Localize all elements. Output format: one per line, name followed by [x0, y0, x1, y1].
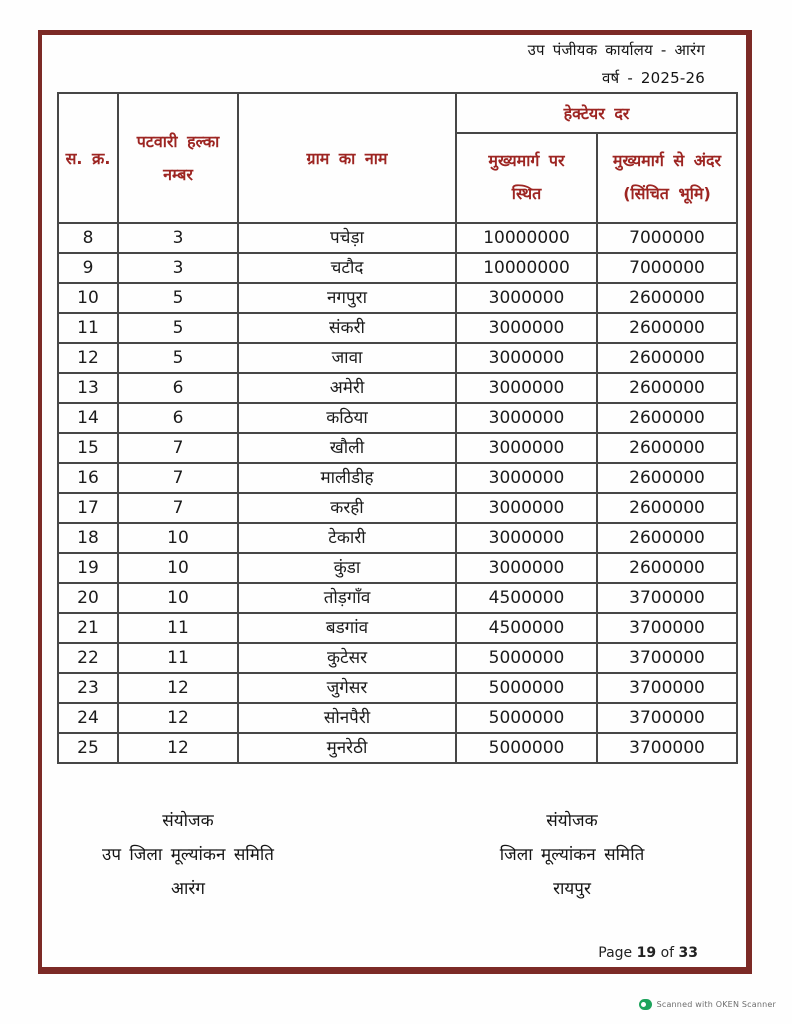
cell-serial: 16 [58, 463, 118, 493]
table-row [58, 613, 737, 643]
table-row [58, 433, 737, 463]
cell-halka: 10 [118, 523, 238, 553]
cell-serial: 13 [58, 373, 118, 403]
scanner-note [639, 999, 776, 1010]
page-number [598, 945, 698, 961]
cell-rate-main-road: 5000000 [456, 703, 597, 733]
cell-halka: 11 [118, 613, 238, 643]
cell-halka: 7 [118, 463, 238, 493]
signature-right [432, 804, 712, 906]
cell-village: पचेड़ा [238, 223, 456, 253]
cell-rate-main-road: 3000000 [456, 493, 597, 523]
cell-serial: 25 [58, 733, 118, 763]
cell-rate-main-road: 3000000 [456, 343, 597, 373]
cell-halka: 6 [118, 403, 238, 433]
table-body [58, 223, 737, 763]
cell-halka: 7 [118, 493, 238, 523]
cell-rate-main-road: 3000000 [456, 523, 597, 553]
cell-halka: 5 [118, 313, 238, 343]
page-current: 19 [636, 945, 657, 961]
cell-rate-main-road: 3000000 [456, 553, 597, 583]
cell-halka: 12 [118, 703, 238, 733]
document-header [528, 36, 705, 92]
cell-village: कठिया [238, 403, 456, 433]
cell-halka: 7 [118, 433, 238, 463]
cell-rate-main-road: 4500000 [456, 583, 597, 613]
cell-rate-main-road: 3000000 [456, 433, 597, 463]
table-row [58, 373, 737, 403]
cell-rate-main-road: 4500000 [456, 613, 597, 643]
table-row [58, 253, 737, 283]
table-header-row-1 [58, 93, 737, 133]
cell-serial: 15 [58, 433, 118, 463]
col-header-rate-main-road: मुख्यमार्ग पर स्थित [456, 133, 597, 223]
office-title: उप पंजीयक कार्यालय - आरंग [527, 41, 705, 59]
cell-village: मालीडीह [238, 463, 456, 493]
table-row [58, 403, 737, 433]
signature-left-line-1: संयोजक [162, 811, 214, 831]
cell-rate-main-road: 3000000 [456, 283, 597, 313]
cell-halka: 10 [118, 583, 238, 613]
col-header-rate-inner: मुख्यमार्ग से अंदर (सिंचित भूमि) [597, 133, 737, 223]
cell-rate-inner: 3700000 [597, 583, 737, 613]
cell-serial: 23 [58, 673, 118, 703]
table-row [58, 283, 737, 313]
cell-rate-inner: 3700000 [597, 613, 737, 643]
cell-rate-inner: 2600000 [597, 493, 737, 523]
cell-halka: 12 [118, 733, 238, 763]
hectare-rate-table [57, 92, 738, 764]
cell-halka: 3 [118, 253, 238, 283]
cell-rate-main-road: 3000000 [456, 313, 597, 343]
cell-village: नगपुरा [238, 283, 456, 313]
cell-rate-main-road: 5000000 [456, 673, 597, 703]
signature-right-line-3: रायपुर [553, 879, 591, 899]
cell-rate-main-road: 10000000 [456, 223, 597, 253]
table-row [58, 643, 737, 673]
cell-village: बडगांव [238, 613, 456, 643]
page-total: 33 [678, 945, 698, 961]
cell-serial: 21 [58, 613, 118, 643]
cell-village: खौली [238, 433, 456, 463]
cell-serial: 8 [58, 223, 118, 253]
page-label: Page [598, 945, 633, 961]
table-row [58, 223, 737, 253]
table-row [58, 733, 737, 763]
cell-rate-inner: 2600000 [597, 283, 737, 313]
table-row [58, 343, 737, 373]
signature-right-line-2: जिला मूल्यांकन समिति [499, 845, 645, 865]
table-row [58, 313, 737, 343]
table-row [58, 583, 737, 613]
table-row [58, 523, 737, 553]
table-row [58, 493, 737, 523]
cell-rate-main-road: 5000000 [456, 733, 597, 763]
cell-village: कुंडा [238, 553, 456, 583]
cell-rate-main-road: 3000000 [456, 463, 597, 493]
cell-serial: 10 [58, 283, 118, 313]
col-header-serial: स. क्र. [58, 93, 118, 223]
page-of-label: of [660, 945, 675, 961]
cell-village: तोड़गाँव [238, 583, 456, 613]
cell-rate-inner: 3700000 [597, 673, 737, 703]
cell-village: करही [238, 493, 456, 523]
cell-halka: 6 [118, 373, 238, 403]
cell-rate-inner: 2600000 [597, 523, 737, 553]
cell-rate-inner: 2600000 [597, 373, 737, 403]
cell-serial: 9 [58, 253, 118, 283]
cell-rate-inner: 7000000 [597, 253, 737, 283]
cell-rate-inner: 2600000 [597, 313, 737, 343]
oken-scanner-icon [639, 999, 652, 1010]
cell-rate-main-road: 5000000 [456, 643, 597, 673]
signature-left-line-3: आरंग [171, 879, 205, 899]
cell-halka: 12 [118, 673, 238, 703]
cell-serial: 17 [58, 493, 118, 523]
col-header-village: ग्राम का नाम [238, 93, 456, 223]
cell-village: सोनपैरी [238, 703, 456, 733]
cell-serial: 22 [58, 643, 118, 673]
cell-village: जावा [238, 343, 456, 373]
cell-serial: 24 [58, 703, 118, 733]
cell-rate-inner: 2600000 [597, 403, 737, 433]
table-row [58, 673, 737, 703]
cell-rate-inner: 3700000 [597, 703, 737, 733]
cell-rate-main-road: 3000000 [456, 373, 597, 403]
cell-serial: 19 [58, 553, 118, 583]
cell-serial: 11 [58, 313, 118, 343]
cell-rate-main-road: 10000000 [456, 253, 597, 283]
cell-village: कुटेसर [238, 643, 456, 673]
cell-village: जुगेसर [238, 673, 456, 703]
signature-left-line-2: उप जिला मूल्यांकन समिति [102, 845, 274, 865]
cell-village: टेकारी [238, 523, 456, 553]
year-line: वर्ष - 2025-26 [601, 69, 705, 87]
cell-rate-inner: 2600000 [597, 553, 737, 583]
cell-village: मुनरेठी [238, 733, 456, 763]
signature-left [48, 804, 328, 906]
cell-village: अमेरी [238, 373, 456, 403]
cell-village: चटौद [238, 253, 456, 283]
table-row [58, 553, 737, 583]
cell-serial: 18 [58, 523, 118, 553]
col-header-halka: पटवारी हल्का नम्बर [118, 93, 238, 223]
table-row [58, 703, 737, 733]
scanner-note-text: Scanned with OKEN Scanner [656, 1000, 776, 1009]
cell-rate-inner: 2600000 [597, 463, 737, 493]
cell-rate-inner: 3700000 [597, 643, 737, 673]
cell-halka: 3 [118, 223, 238, 253]
table-row [58, 463, 737, 493]
cell-serial: 12 [58, 343, 118, 373]
cell-rate-inner: 7000000 [597, 223, 737, 253]
cell-halka: 5 [118, 343, 238, 373]
cell-village: संकरी [238, 313, 456, 343]
cell-halka: 5 [118, 283, 238, 313]
signature-right-line-1: संयोजक [546, 811, 598, 831]
cell-halka: 11 [118, 643, 238, 673]
col-header-rate-group: हेक्टेयर दर [456, 93, 737, 133]
cell-rate-main-road: 3000000 [456, 403, 597, 433]
cell-serial: 14 [58, 403, 118, 433]
cell-serial: 20 [58, 583, 118, 613]
cell-halka: 10 [118, 553, 238, 583]
cell-rate-inner: 3700000 [597, 733, 737, 763]
cell-rate-inner: 2600000 [597, 433, 737, 463]
cell-rate-inner: 2600000 [597, 343, 737, 373]
